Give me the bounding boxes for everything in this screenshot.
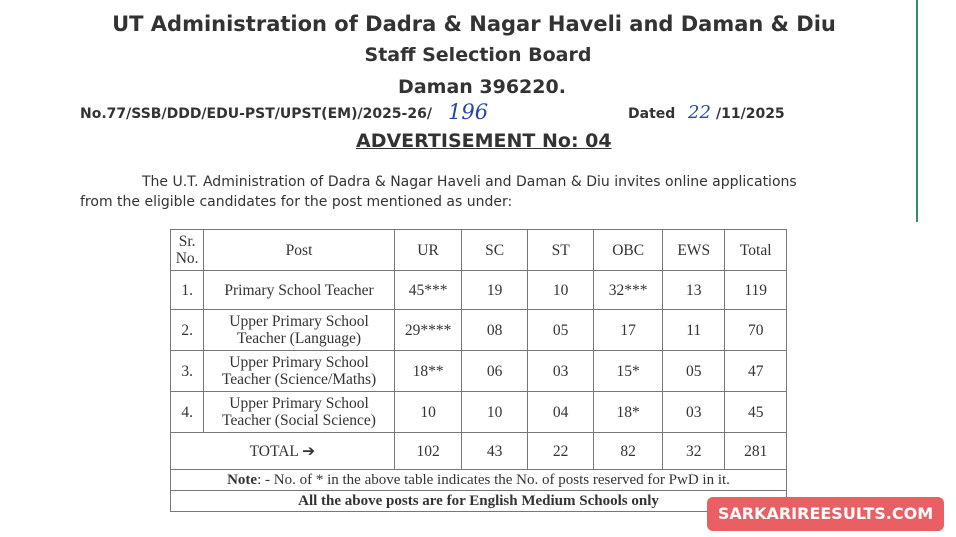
reference-number: No.77/SSB/DDD/EDU-PST/UPST(EM)/2025-26/ [80, 106, 432, 122]
reference-number-handwritten: 196 [448, 100, 489, 124]
note-cell [171, 470, 787, 491]
header-ur: UR [394, 230, 462, 271]
vacancy-table [170, 229, 787, 512]
header-ews: EWS [662, 230, 725, 271]
table-row [171, 392, 787, 433]
post-name-line-1: Upper Primary School [229, 313, 369, 330]
header-administration: UT Administration of Dadra & Nagar Haveli and Daman & Diu [112, 12, 836, 36]
post-name: Primary School Teacher [224, 281, 374, 299]
cell-total: 45 [725, 392, 787, 433]
table-row [171, 271, 787, 310]
cell-ur: 18** [394, 351, 462, 392]
header-sc: SC [462, 230, 528, 271]
dated-label: Dated [628, 106, 676, 122]
cell-total: 47 [725, 351, 787, 392]
cell-ews: 13 [662, 271, 725, 310]
total-label: TOTAL ➔ [171, 433, 395, 470]
cell-ur: 45*** [394, 271, 462, 310]
table-header-row [171, 230, 787, 271]
date-day-handwritten: 22 [688, 102, 711, 123]
total-obc: 82 [594, 433, 663, 470]
cell-st: 04 [527, 392, 594, 433]
header-post: Post [204, 230, 395, 271]
post-name-line-1: Upper Primary School [229, 395, 369, 412]
total-ews: 32 [662, 433, 725, 470]
intro-line-2: from the eligible candidates for the post mentioned as under: [80, 194, 513, 210]
date-month-year: /11/2025 [716, 106, 785, 122]
header-sr-no: Sr. No. [171, 230, 204, 271]
cell-ur: 29**** [394, 310, 462, 351]
cell-total: 119 [725, 271, 787, 310]
total-row [171, 433, 787, 470]
cell-total: 70 [725, 310, 787, 351]
cell-post [204, 392, 395, 433]
post-name-line-2: Teacher (Language) [236, 330, 362, 347]
advertisement-title: ADVERTISEMENT No: 04 [356, 130, 612, 152]
cell-obc: 15* [594, 351, 663, 392]
header-board: Staff Selection Board [364, 44, 592, 66]
note-label: Note [227, 471, 258, 488]
cell-st: 05 [527, 310, 594, 351]
cell-sc: 08 [462, 310, 528, 351]
cell-sc: 06 [462, 351, 528, 392]
cell-obc: 17 [594, 310, 663, 351]
table-row [171, 351, 787, 392]
note-row [171, 470, 787, 491]
cell-sr: 3. [171, 351, 204, 392]
cell-sc: 10 [462, 392, 528, 433]
cell-ews: 03 [662, 392, 725, 433]
intro-paragraph [80, 172, 880, 212]
cell-ur: 10 [394, 392, 462, 433]
total-total: 281 [725, 433, 787, 470]
cell-post [204, 351, 395, 392]
cell-post [204, 310, 395, 351]
cell-st: 10 [527, 271, 594, 310]
cell-ews: 11 [662, 310, 725, 351]
table-row [171, 310, 787, 351]
cell-post [204, 271, 395, 310]
total-sc: 43 [462, 433, 528, 470]
cell-obc: 32*** [594, 271, 663, 310]
header-total: Total [725, 230, 787, 271]
post-name-line-1: Upper Primary School [229, 354, 369, 371]
cell-sr: 4. [171, 392, 204, 433]
medium-note: All the above posts are for English Medium Schools only [171, 491, 787, 512]
header-st: ST [527, 230, 594, 271]
cell-sc: 19 [462, 271, 528, 310]
note-text: : - No. of * in the above table indicates the No. of posts reserved for PwD in it. [257, 471, 730, 488]
header-obc: OBC [594, 230, 663, 271]
post-name-line-2: Teacher (Social Science) [222, 412, 376, 429]
cell-sr: 1. [171, 271, 204, 310]
intro-line-1: The U.T. Administration of Dadra & Nagar Haveli and Daman & Diu invites online applications [142, 174, 797, 190]
watermark-badge: SARKARIREESULTS.COM [707, 497, 944, 531]
cell-obc: 18* [594, 392, 663, 433]
cell-st: 03 [527, 351, 594, 392]
header-address: Daman 396220. [398, 76, 566, 98]
total-st: 22 [527, 433, 594, 470]
medium-row [171, 491, 787, 512]
cell-ews: 05 [662, 351, 725, 392]
cell-sr: 2. [171, 310, 204, 351]
total-ur: 102 [394, 433, 462, 470]
post-name-line-2: Teacher (Science/Maths) [221, 371, 377, 388]
reference-line [80, 102, 800, 130]
